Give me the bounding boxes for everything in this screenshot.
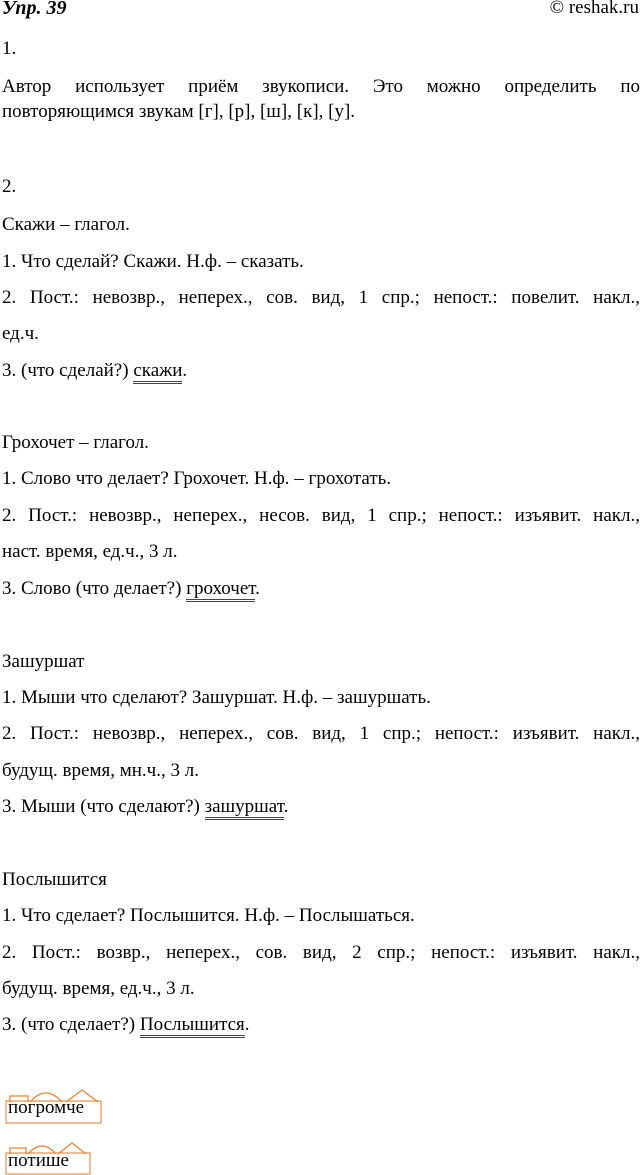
poslyshitsya-title: Послышится: [2, 869, 107, 890]
poslyshitsya-line2a: 2. Пост.: возвр., неперех., сов. вид, 2 спр.; непост.: изъявит. накл.,: [2, 942, 640, 963]
exercise-title: Упр. 39: [2, 0, 67, 19]
grokhochet-line3: [2, 578, 260, 600]
skazhi-predicate: скажи: [133, 360, 182, 384]
grokhochet-line3-suffix: .: [255, 578, 260, 599]
part1-line1: Автор использует приём звукописи. Это можно определить по: [2, 76, 640, 97]
grokhochet-line1: 1. Слово что делает? Грохочет. Н.ф. – грохотать.: [2, 468, 392, 489]
skazhi-line2a: 2. Пост.: невозвр., неперех., сов. вид, 1 спр.; непост.: повелит. накл.,: [2, 287, 640, 308]
grokhochet-line2a: 2. Пост.: невозвр., неперех., несов. вид, 1 спр.; непост.: изъявит. накл.,: [2, 505, 640, 526]
zashurshat-line2a: 2. Пост.: невозвр., неперех., сов. вид, 1 спр.; непост.: изъявит. накл.,: [2, 723, 640, 744]
word-morpheme-diagram-2: [4, 1138, 94, 1175]
skazhi-line3-prefix: 3. (что сделай?): [2, 360, 134, 381]
skazhi-line1: 1. Что сделай? Скажи. Н.ф. – сказать.: [2, 251, 304, 272]
zashurshat-title: Зашуршат: [2, 651, 85, 672]
grokhochet-title: Грохочет – глагол.: [2, 432, 149, 453]
zashurshat-line3-suffix: .: [283, 796, 289, 817]
part1-number: 1.: [2, 38, 17, 59]
skazhi-line3-suffix: .: [182, 360, 188, 381]
part1-line2: повторяющимся звукам [г], [р], [ш], [к], [у].: [2, 101, 356, 122]
zashurshat-line1: 1. Мыши что сделают? Зашуршат. Н.ф. – зашуршать.: [2, 687, 431, 708]
part2-number: 2.: [2, 176, 17, 197]
skazhi-line3: [2, 360, 187, 382]
poslyshitsya-line3: [2, 1014, 250, 1036]
skazhi-title: Скажи – глагол.: [2, 214, 130, 235]
poslyshitsya-line1: 1. Что сделает? Послышится. Н.ф. – Послышаться.: [2, 905, 415, 926]
poslyshitsya-predicate: Послышится: [140, 1014, 245, 1038]
poslyshitsya-line2b: будущ. время, ед.ч., 3 л.: [2, 978, 195, 999]
page-header: [0, 0, 643, 24]
grokhochet-line3-prefix: 3. Слово (что делает?): [2, 578, 187, 599]
synonym-word-2: потише: [8, 1150, 69, 1171]
skazhi-line2b: ед.ч.: [2, 323, 39, 344]
poslyshitsya-line3-prefix: 3. (что сделает?): [2, 1014, 140, 1035]
zashurshat-line3: [2, 796, 288, 818]
grokhochet-line2b: наст. время, ед.ч., 3 л.: [2, 541, 178, 562]
poslyshitsya-line3-suffix: .: [244, 1014, 250, 1035]
zashurshat-predicate: зашуршат: [205, 796, 284, 820]
zashurshat-line2b: будущ. время, мн.ч., 3 л.: [2, 760, 199, 781]
synonym-word-1: погромче: [8, 1097, 85, 1118]
zashurshat-line3-prefix: 3. Мыши (что сделают?): [2, 796, 205, 817]
grokhochet-predicate: грохочет: [186, 578, 255, 602]
source-label: © reshak.ru: [549, 0, 639, 18]
word-morpheme-diagram-1: [4, 1084, 104, 1124]
